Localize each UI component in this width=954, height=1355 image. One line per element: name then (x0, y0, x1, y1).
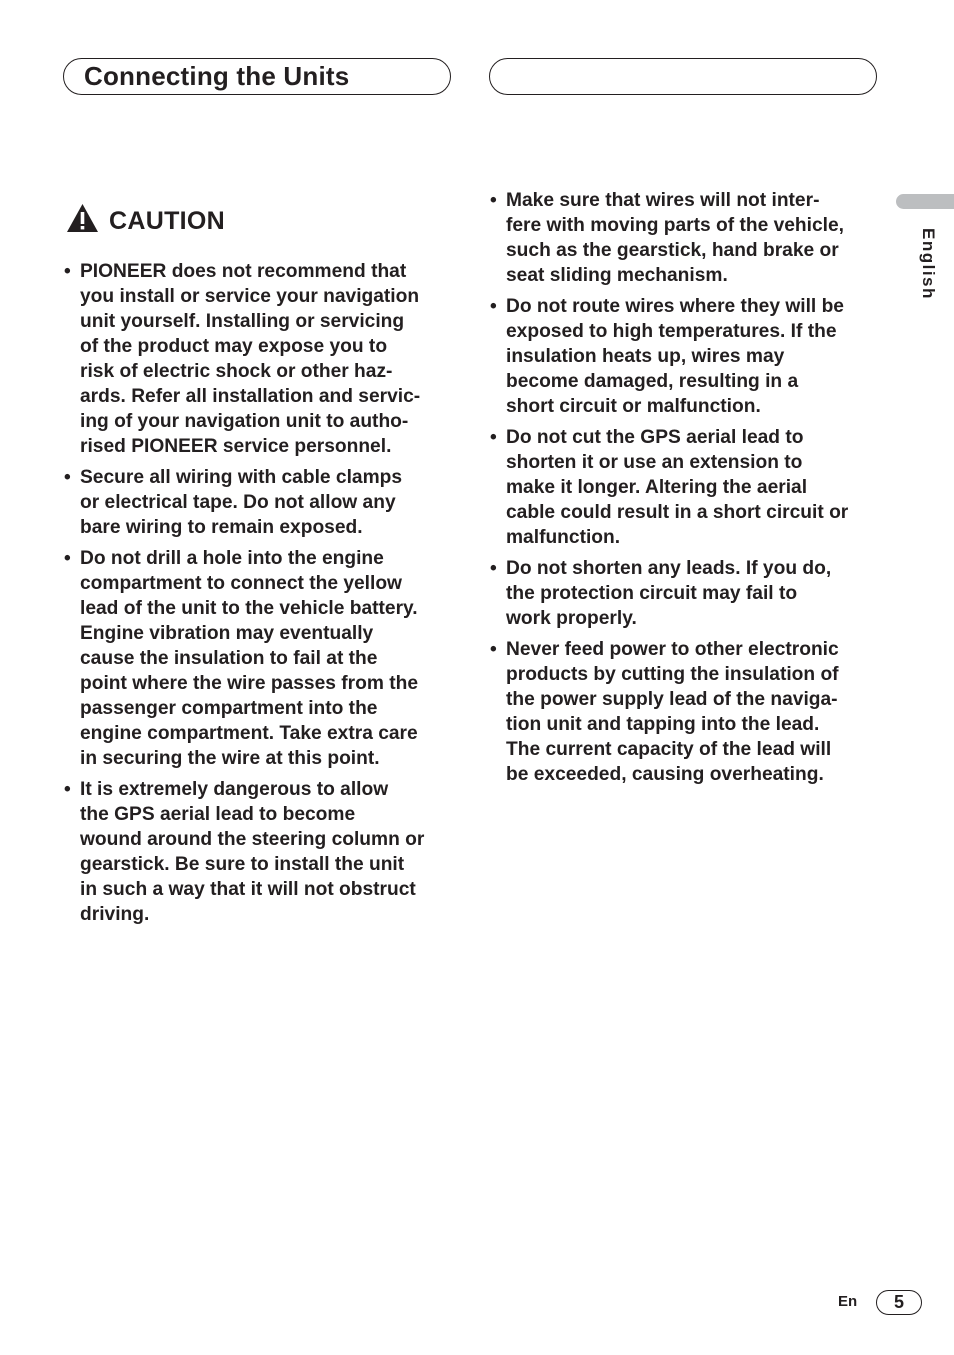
caution-bullet-item (490, 294, 880, 419)
caution-heading (66, 198, 225, 238)
left-column (64, 259, 456, 933)
bullet-mark: • (490, 190, 497, 211)
bullet-mark: • (64, 467, 71, 488)
language-tab (896, 194, 954, 209)
bullet-text-line: Do not cut the GPS aerial lead to (506, 427, 804, 448)
bullet-text-line: ing of your navigation unit to autho- (80, 411, 409, 432)
bullet-text-line: shorten it or use an extension to (506, 452, 803, 473)
bullet-text-line: passenger compartment into the (80, 698, 378, 719)
bullet-text-line: bare wiring to remain exposed. (80, 517, 363, 538)
empty-header-box (489, 58, 877, 95)
bullet-text-line: you install or service your navigation (80, 286, 420, 307)
bullet-text-line: PIONEER does not recommend that (80, 261, 407, 282)
bullet-mark: • (490, 296, 497, 317)
bullet-mark: • (490, 427, 497, 448)
language-label: English (919, 228, 938, 300)
bullet-text-line: Secure all wiring with cable clamps (80, 467, 403, 488)
page-title: Connecting the Units (84, 61, 350, 91)
bullet-text-line: driving. (80, 904, 150, 925)
caution-bullet-item (490, 637, 880, 787)
bullet-text-line: cause the insulation to fail at the (80, 648, 378, 669)
bullet-text-line: unit yourself. Installing or servicing (80, 311, 405, 332)
bullet-text-line: It is extremely dangerous to allow (80, 779, 389, 800)
bullet-text-line: Engine vibration may eventually (80, 623, 374, 644)
bullet-text-line: ards. Refer all installation and servic- (80, 386, 421, 407)
bullet-text-line: make it longer. Altering the aerial (506, 477, 808, 498)
bullet-text-line: Do not route wires where they will be (506, 296, 844, 317)
bullet-text-line: in securing the wire at this point. (80, 748, 380, 769)
warning-triangle-icon (66, 203, 99, 233)
bullet-text-line: of the product may expose you to (80, 336, 388, 357)
bullet-mark: • (64, 261, 71, 282)
bullet-text-line: tion unit and tapping into the lead. (506, 714, 820, 735)
bullet-text-line: be exceeded, causing overheating. (506, 764, 824, 785)
caution-bullet-item (64, 465, 456, 540)
bullet-mark: • (64, 548, 71, 569)
bullet-text-line: wound around the steering column or (80, 829, 425, 850)
right-column (490, 188, 880, 793)
page-number: 5 (876, 1290, 922, 1315)
bullet-mark: • (490, 558, 497, 579)
bullet-text-line: seat sliding mechanism. (506, 265, 728, 286)
bullet-text-line: insulation heats up, wires may (506, 346, 785, 367)
bullet-text-line: work properly. (506, 608, 637, 629)
bullet-text-line: lead of the unit to the vehicle battery. (80, 598, 418, 619)
bullet-text-line: such as the gearstick, hand brake or (506, 240, 839, 261)
bullet-text-line: the protection circuit may fail to (506, 583, 798, 604)
bullet-text-line: products by cutting the insulation of (506, 664, 839, 685)
bullet-text-line: risk of electric shock or other haz- (80, 361, 393, 382)
caution-bullet-item (490, 425, 880, 550)
bullet-text-line: cable could result in a short circuit or (506, 502, 849, 523)
bullet-text-line: The current capacity of the lead will (506, 739, 832, 760)
caution-bullet-item (64, 546, 456, 771)
caution-bullet-item (490, 556, 880, 631)
bullet-text-line: Do not shorten any leads. If you do, (506, 558, 832, 579)
bullet-text-line: point where the wire passes from the (80, 673, 418, 694)
bullet-text-line: or electrical tape. Do not allow any (80, 492, 396, 513)
bullet-text-line: gearstick. Be sure to install the unit (80, 854, 405, 875)
bullet-text-line: the power supply lead of the naviga- (506, 689, 838, 710)
caution-bullet-item (64, 777, 456, 927)
bullet-text-line: the GPS aerial lead to become (80, 804, 356, 825)
bullet-text-line: Do not drill a hole into the engine (80, 548, 384, 569)
caution-bullet-item (64, 259, 456, 459)
bullet-text-line: rised PIONEER service personnel. (80, 436, 392, 457)
bullet-text-line: compartment to connect the yellow (80, 573, 402, 594)
footer-language-code: En (838, 1293, 858, 1310)
section-title-box (63, 58, 451, 95)
bullet-mark: • (490, 639, 497, 660)
bullet-text-line: engine compartment. Take extra care (80, 723, 418, 744)
bullet-text-line: short circuit or malfunction. (506, 396, 761, 417)
bullet-text-line: in such a way that it will not obstruct (80, 879, 416, 900)
bullet-text-line: malfunction. (506, 527, 621, 548)
bullet-text-line: Never feed power to other electronic (506, 639, 839, 660)
caution-bullet-item (490, 188, 880, 288)
bullet-text-line: become damaged, resulting in a (506, 371, 799, 392)
bullet-text-line: fere with moving parts of the vehicle, (506, 215, 844, 236)
bullet-text-line: exposed to high temperatures. If the (506, 321, 837, 342)
bullet-mark: • (64, 779, 71, 800)
caution-label: CAUTION (109, 206, 225, 235)
bullet-text-line: Make sure that wires will not inter- (506, 190, 820, 211)
